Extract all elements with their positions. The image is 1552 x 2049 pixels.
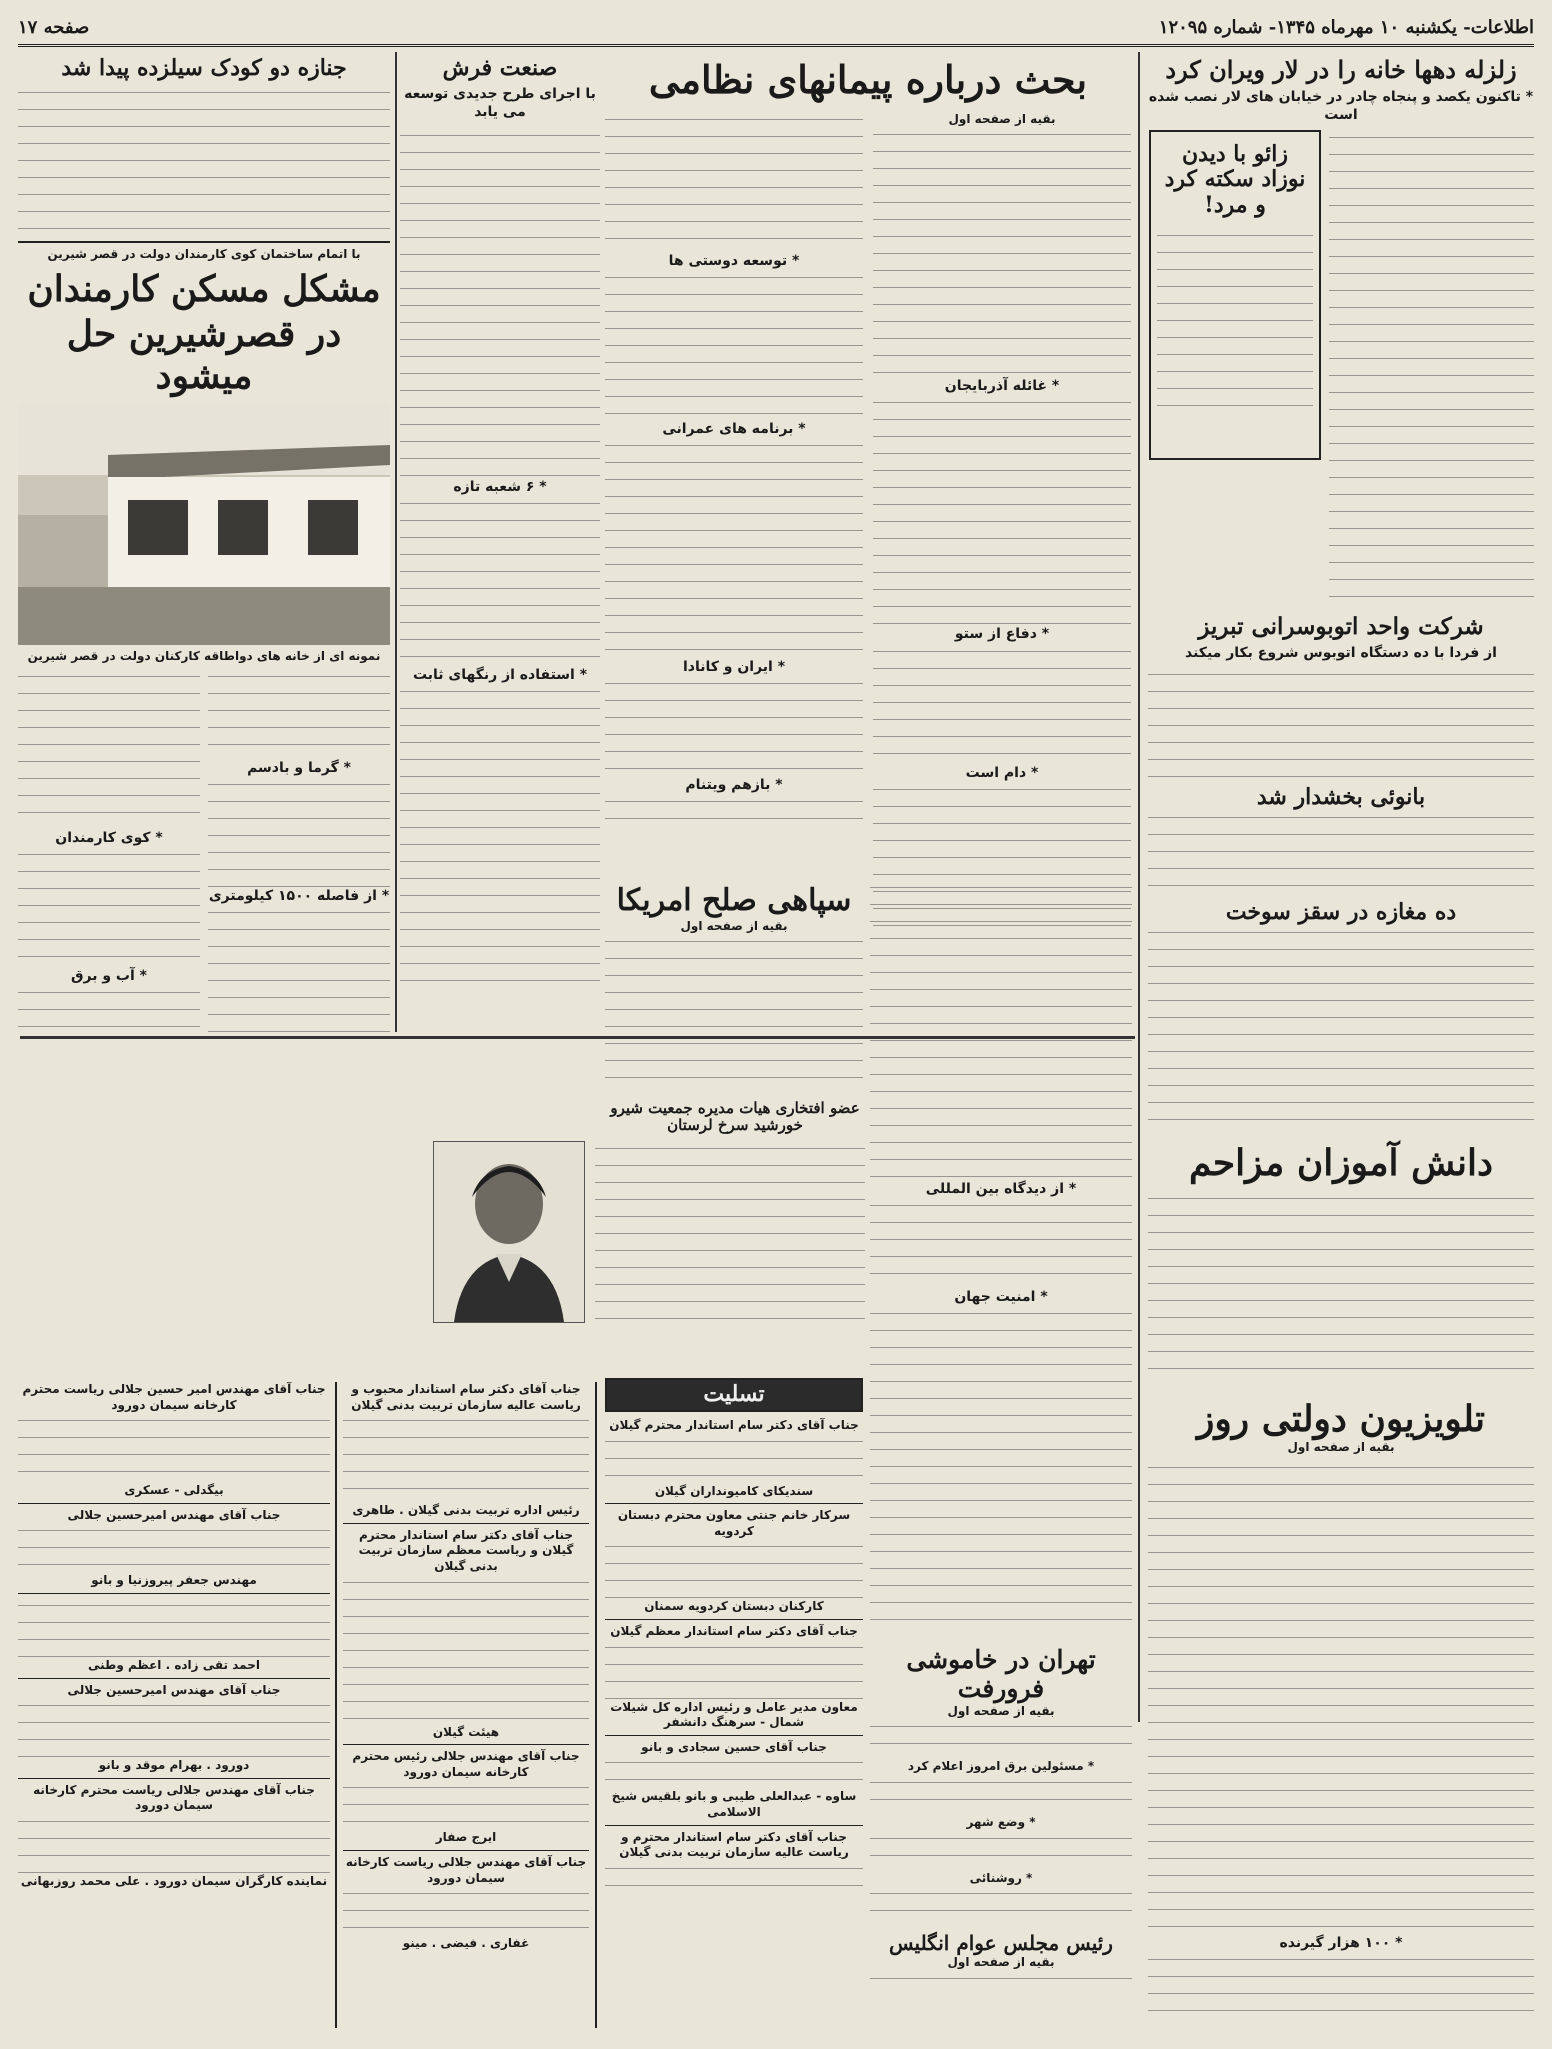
blackout-title: تهران در خاموشی فرورفت [906,1645,1096,1704]
ad-c4-body [18,1698,330,1758]
students-body [1148,1191,1534,1381]
tv-cont: بقیه از صفحه اول [1287,1439,1395,1454]
peace-body [605,934,863,1084]
carpet-title: صنعت فرش [442,55,558,81]
housing-photo [18,405,390,645]
carpet-sub-dye: * استفاده از رنگهای ثابت [412,666,588,683]
pacts-body-12 [870,1306,1132,1636]
pacts-body-2 [873,395,1131,625]
pacts-body-1 [873,127,1131,377]
mother-body [1157,228,1313,408]
ad-b4-title: جناب آقای مهندس جلالی ریاست کارخانه سیمان دورود [345,1854,587,1885]
column-rule [1138,52,1140,1722]
blackout-body-1 [870,1719,1132,1759]
mother-box [1149,130,1321,460]
carpet-sub-branches: * ۶ شعبه تازه [453,478,547,495]
housing-title-line2: در قصرشیرین حل میشود [66,313,342,397]
blackout-body-3 [870,1831,1132,1871]
pacts-body-10 [870,880,1132,1180]
ad-c3-sign: احمد تقی زاده . اعظم وطنی [88,1657,260,1672]
blackout-sub-3: * روشنائی [969,1870,1033,1885]
bus-deck: از فردا با ده دستگاه اتوبوس شروع بکار میکند [1185,645,1497,662]
ad-c4-title: جناب آقای مهندس امیرحسین جلالی [67,1682,281,1697]
ad-a3-sign: معاون مدیر عامل و رئیس اداره کل شیلات شمال - سرهنگ دانشفر [610,1699,858,1730]
pacts-body-7 [605,438,863,658]
speaker-cont: بقیه از صفحه اول [947,1955,1055,1970]
ad-c1-sign: بیگدلی - عسکری [124,1483,224,1498]
carpet-deck: با اجرای طرح جدیدی توسعه می یابد [404,86,596,121]
ad-b4-body [343,1886,589,1936]
reward-title: * ۱۰۰ هزار گیرنده [1279,1934,1403,1951]
carpet-body-3 [400,684,600,994]
ad-c4-sign: دورود . بهرام موقد و بانو [98,1758,250,1773]
condolence-banner: تسلیت [605,1378,863,1412]
ad-a4-title: جناب آقای حسین سجادی و بانو [641,1739,827,1754]
pacts-body-6 [605,270,863,420]
mother-title: زائو با دیدن نوزاد سکته کرد و مرد! [1164,140,1306,218]
ad-c1-body [18,1413,330,1483]
tv-body [1148,1460,1534,1930]
bus-title: شرکت واحد اتوبوسرانی تبریز [1198,612,1484,640]
housing-photo-caption: نمونه ای از خانه های دواطاقه کارکنان دولت در قصر شیرین [27,649,381,664]
ad-a2-body [605,1539,863,1599]
left-column [18,52,390,1037]
member-body [595,1141,865,1331]
ad-c1-title: جناب آقای مهندس امیر حسین جلالی ریاست محترم کارخانه سیمان دورود [22,1382,326,1412]
pacts-sub-development: * برنامه های عمرانی [662,420,806,437]
ad-c5-sign: نماینده کارگران سیمان دورود . علی محمد روزبهانی [20,1873,328,1888]
ad-b3-sign: ایرج صفار [435,1830,497,1845]
housing-kicker: با اتمام ساختمان کوی کارمندان دولت در قصر شیرین [47,247,361,262]
housing-body-6 [18,985,200,1037]
funeral-title: جنازه دو کودک سیلزده پیدا شد [61,55,347,81]
ad-b4-sign: غفاری . فیضی . مینو [402,1936,530,1951]
blackout-sub-2: * وضع شهر [966,1815,1036,1830]
ad-c2-sign: مهندس جعفر پیروزنیا و بانو [91,1573,257,1588]
ad-a4-sign: ساوه - عبدالعلی طیبی و بانو بلقیس شیخ الاسلامی [611,1789,857,1819]
reward-body [1148,1952,1534,2022]
speaker-body [870,1971,1132,1980]
pacts-headline: بحث درباره پیمانهای نظامی [648,57,1088,102]
member-article [400,1100,865,1370]
housing-body-3 [208,905,390,1037]
blackout-sub-1: * مسئولین برق امروز اعلام کرد [907,1759,1095,1774]
quake-deck: * تاکنون یکصد و پنجاه چادر در خیابان های لار نصب شده است [1148,88,1534,123]
ad-a1-body [605,1434,863,1484]
pacts-sub-vietnam: * بازهم ویتنام [685,777,783,794]
housing-body-1 [208,669,390,759]
ad-a5-title: جناب آقای دکتر سام استاندار محترم و ریاست عالیه سازمان تربیت بدنی گیلان [619,1829,849,1860]
pacts-sub-cento: * دفاع از ستو [954,626,1050,643]
pacts-body-3 [873,644,1131,764]
woman-body [1148,810,1534,890]
ad-a3-title: جناب آقای دکتر سام استاندار معظم گیلان [610,1623,858,1638]
carpet-column [400,52,600,1092]
right-column [1148,52,1534,2032]
blackout-body-2 [870,1775,1132,1815]
ad-b2-title: جناب آقای دکتر سام استاندار محترم گیلان و ریاست معظم سازمان تربیت بدنی گیلان [358,1527,574,1573]
portrait-drawing [434,1142,584,1322]
pacts-body-11 [870,1198,1132,1288]
ad-c5-body [18,1814,330,1874]
ad-c5-title: جناب آقای مهندس جلالی ریاست محترم کارخانه سیمان دورود [33,1782,315,1813]
blackout-body-4 [870,1886,1132,1926]
ad-a5-body [605,1861,863,1901]
housing-sub-utilities: * آب و برق [71,967,147,984]
housing-body-5 [18,847,200,967]
carpet-body-1 [400,128,600,478]
ad-c3-body [18,1598,330,1658]
pacts-sub-intl: * از دیدگاه بین المللی [925,1181,1077,1197]
member-portrait [433,1141,585,1323]
pacts-cont: بقیه از صفحه اول [948,111,1056,126]
pacts-body-5 [605,112,863,252]
pacts-sub-friendship: * توسعه دوستی ها [668,252,800,269]
students-title: دانش آموزان مزاحم [1188,1142,1494,1185]
ad-a2-title: سرکار خانم جنتی معاون محترم دبستان کردویه [617,1508,851,1538]
ads-col-a [605,1378,863,2028]
housing-title-line1: مشکل مسکن کارمندان [27,267,381,310]
ad-a2-sign: کارکنان دبستان کردویه سمنان [644,1599,824,1614]
pacts-body-8 [605,676,863,776]
housing-sub-village: * کوی کارمندان [55,829,163,846]
speaker-title: رئیس مجلس عوام انگلیس [889,1931,1113,1956]
woman-title: بانوئی بخشدار شد [1256,783,1426,810]
issue-info: اطلاعات- یکشنبه ۱۰ مهرماه ۱۳۴۵- شماره ۱۲۰۹۵ [1158,16,1534,38]
fire-title: ده مغازه در سقز سوخت [1225,898,1457,925]
ads-col-b [335,1382,597,2028]
bus-body [1148,667,1534,777]
quake-body [1329,130,1534,600]
ads-col-c [18,1382,330,2028]
pacts-sub-azerbaijan: * غائله آذربایجان [944,378,1060,395]
pacts-body-9 [605,794,863,834]
carpet-body-2 [400,496,600,666]
ad-b2-sign: هیئت گیلان [432,1724,500,1739]
ad-a4-body [605,1755,863,1789]
tv-title: تلویزیون دولتی روز [1197,1397,1485,1440]
member-title: عضو افتخاری هیات مدیره جمعیت شیرو خورشید سرخ لرستان [610,1100,860,1135]
page-number: صفحه ۱۷ [18,16,90,38]
housing-sub-distance: * از فاصله ۱۵۰۰ کیلومتری [208,887,390,904]
pacts-sub-canada: * ایران و کانادا [682,659,786,676]
ad-b1-sign: رئیس اداره تربیت بدنی گیلان . طاهری [352,1503,580,1518]
housing-body-2 [208,777,390,887]
housing-body-4 [18,669,200,829]
ad-b1-title: جناب آقای دکتر سام استاندار محبوب و ریاست عالیه سازمان تربیت بدنی گیلان [351,1382,581,1412]
masthead [18,10,1534,47]
peace-title: سپاهی صلح امریکا [616,883,852,918]
peace-corps [605,880,863,1120]
peace-cont: بقیه از صفحه اول [680,918,788,933]
funeral-body [18,85,390,235]
fire-body [1148,925,1534,1125]
pacts-sub-security: * امنیت جهان [954,1289,1048,1306]
ad-a1-sign: سندیکای کامیونداران گیلان [654,1483,814,1498]
pacts-continued [870,880,1132,1980]
ad-a3-body [605,1640,863,1700]
quake-headline: زلزله دهها خانه را در لار ویران کرد [1165,55,1517,84]
ad-c2-body [18,1523,330,1573]
column-rule [395,52,397,1032]
ad-b1-body [343,1413,589,1503]
ad-b3-body [343,1780,589,1830]
housing-sub-heat: * گرما و بادسم [247,759,351,776]
housing-photo-drawing [18,405,390,645]
ad-a1-title: جناب آقای دکتر سام استاندار محترم گیلان [609,1418,859,1432]
pacts-sub-trap: * دام است [965,764,1039,781]
ad-b3-title: جناب آقای مهندس جلالی رئیس محترم کارخانه سیمان دورود [352,1749,580,1779]
blackout-cont: بقیه از صفحه اول [947,1703,1055,1718]
ad-c2-title: جناب آقای مهندس امیرحسین جلالی [67,1507,281,1522]
ad-b2-body [343,1575,589,1725]
